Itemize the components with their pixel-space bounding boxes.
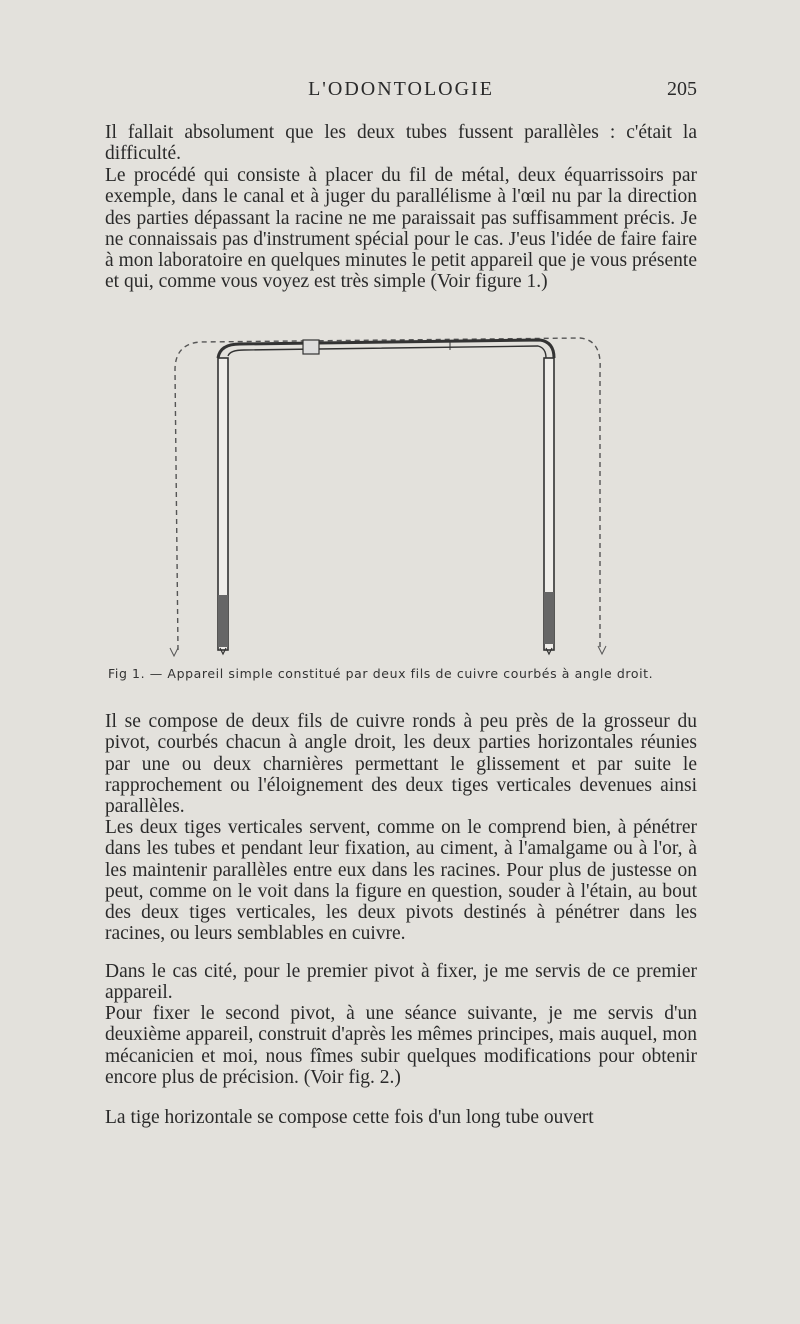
paragraph-6: Pour fixer le second pivot, à une séance suivante, je me servis d'un deuxième appareil, construit d'après les mêmes principes, mais auquel, mon mécanicien et moi, nous fîmes subir quelques modifications pour obtenir encore plus de précision. (Voir fig. 2.) [105,1003,697,1088]
figure-caption: Fig 1. — Appareil simple constitué par deux fils de cuivre courbés à angle droit. [108,666,654,681]
left-pivot-tip [218,595,228,647]
paragraph-1: Il fallait absolument que les deux tubes fussent parallèles : c'était la difficulté. [105,122,697,165]
paragraph-2: Le procédé qui consiste à placer du fil de métal, deux équarrissoirs par exemple, dans le canal et à juger du parallélisme à l'œil nu par la direction des parties dépassant la racine ne me paraissait pas suffisamment précis. Je ne connaissais pas d'instrument spécial pour le cas. J'eus l'idée de faire faire à mon laboratoire en quelques minutes le petit appareil que je vous présente et qui, comme vous voyez est très simple (Voir figure 1.) [105,165,697,293]
hinge [303,340,319,354]
paragraph-4: Les deux tiges verticales servent, comme on le comprend bien, à pénétrer dans les tubes et pendant leur fixation, au ciment, à l'amalgame ou à l'or, à les maintenir parallèles entre eux dans les racines. Pour plus de justesse on peut, comme on le voit dans la figure en question, souder à l'étain, au bout des deux tiges verticales, les deux pivots destinés à pénétrer dans les racines, ou leurs semblables en cuivre. [105,817,697,945]
right-pivot-tip [544,592,554,644]
page-number: 205 [667,78,697,100]
dashed-outline [175,338,600,650]
running-head [105,78,697,106]
paragraph-3: Il se compose de deux fils de cuivre ronds à peu près de la grosseur du pivot, courbés chacun à angle droit, les deux parties horizontales réunies par une ou deux charnières permettant le glissement et par suite le rapprochement ou l'éloignement des deux tiges verticales devenues ainsi parallèles. [105,711,697,818]
paragraph-5: Dans le cas cité, pour le premier pivot à fixer, je me servis de ce premier appareil. [105,961,697,1004]
figure-1-apparatus-illustration [160,330,620,660]
running-title: L'ODONTOLOGIE [308,78,494,100]
paragraph-7: La tige horizontale se compose cette fois d'un long tube ouvert [105,1107,594,1128]
